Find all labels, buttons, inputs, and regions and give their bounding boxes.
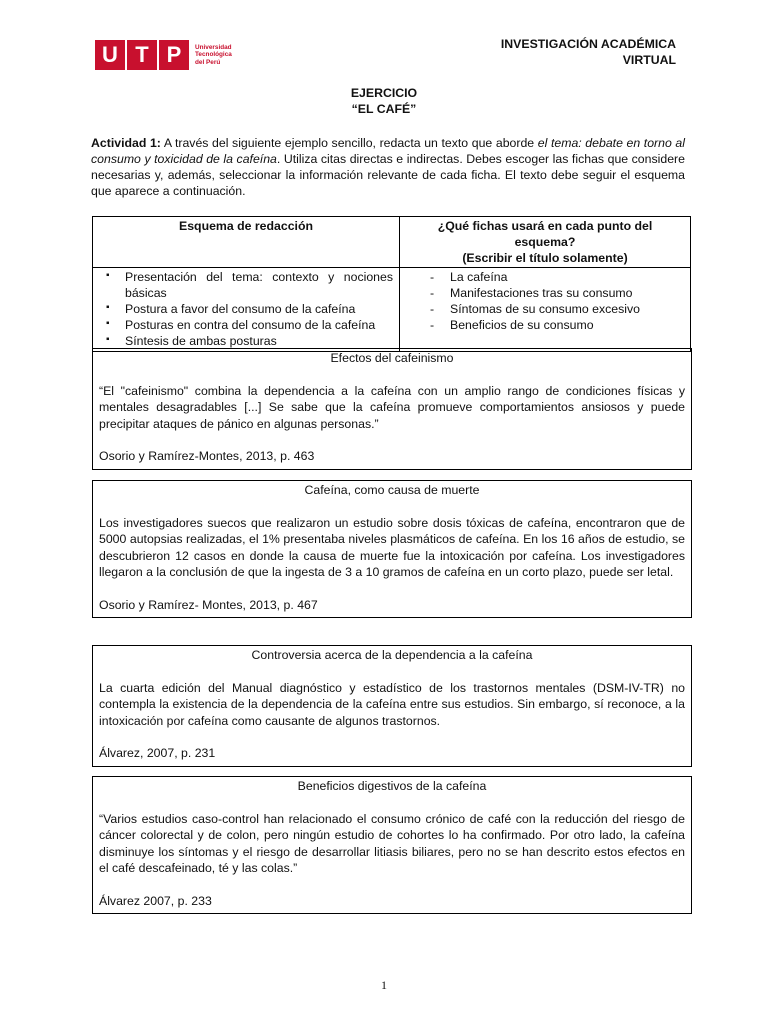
ficha-source: Osorio y Ramírez-Montes, 2013, p. 463 xyxy=(99,449,315,463)
logo-letter: T xyxy=(127,40,157,70)
ficha-paraphrase: La cuarta edición del Manual diagnóstico y estadístico de los trastornos mentales (DSM-IV-TR) no contempla la existencia de la dependencia de la cafeína entre sus estudios. Sin embargo, sí reconoce, a la intoxicación por cafeína como causante de algunos trastornos. xyxy=(99,680,685,728)
header-fichas-question: ¿Qué fichas usará en cada punto del esquema? xyxy=(437,219,653,249)
list-item: ▪ Postura a favor del consumo de la cafeína xyxy=(125,301,393,317)
list-item: - Síntomas de su consumo excesivo xyxy=(450,301,684,317)
ficha-source: Osorio y Ramírez- Montes, 2013, p. 467 xyxy=(99,597,318,612)
logo-line: del Perú xyxy=(195,58,221,66)
ficha-card xyxy=(92,348,692,470)
ficha-source: Álvarez, 2007, p. 231 xyxy=(99,746,216,760)
logo-letter: P xyxy=(159,40,189,70)
logo-line: Tecnológica xyxy=(195,51,232,59)
page-number: 1 xyxy=(381,978,387,992)
column-header-scheme xyxy=(93,217,400,268)
header-course-title xyxy=(501,36,676,68)
scheme-points-cell xyxy=(93,268,400,352)
logo-letters xyxy=(95,40,189,70)
exercise-subtitle: “EL CAFÉ” xyxy=(351,102,417,116)
scheme-points-list xyxy=(99,269,393,349)
logo-line: Universidad xyxy=(195,43,232,51)
utp-logo xyxy=(95,40,232,70)
ficha-card xyxy=(92,480,692,618)
activity-text: . Utiliza citas directas e indirectas. Debes escoger las fichas que considere necesarias y, además, seleccionar la información relevante de cada ficha. El texto debe seguir el esquema que aparece a continuación. xyxy=(91,152,685,198)
header-fichas-note: (Escribir el título solamente) xyxy=(462,251,628,265)
ficha-title: Controversia acerca de la dependencia a la cafeína xyxy=(251,648,533,662)
fichas-list xyxy=(406,269,684,333)
list-item: - Beneficios de su consumo xyxy=(450,317,684,333)
header-line: VIRTUAL xyxy=(622,53,676,67)
activity-label: Actividad 1: xyxy=(91,136,161,150)
header-scheme-label: Esquema de redacción xyxy=(179,219,313,233)
list-item: - Manifestaciones tras su consumo xyxy=(450,285,684,301)
ficha-title: Beneficios digestivos de la cafeína xyxy=(297,779,487,793)
ficha-title: Cafeína, como causa de muerte xyxy=(304,483,480,497)
ficha-card xyxy=(92,645,692,767)
table-row xyxy=(93,268,691,352)
ficha-title: Efectos del cafeinismo xyxy=(330,351,454,365)
logo-letter: U xyxy=(95,40,125,70)
activity-text: A través del siguiente ejemplo sencillo, redacta un texto que aborde xyxy=(160,136,538,150)
exercise-title: EJERCICIO xyxy=(350,86,418,100)
ficha-source: Álvarez 2007, p. 233 xyxy=(99,893,212,908)
activity-topic: el tema: debate en torno al consumo y toxicidad de la cafeína xyxy=(91,136,685,166)
list-item: ▪ Síntesis de ambas posturas xyxy=(125,333,393,349)
table-header-row xyxy=(93,217,691,268)
list-item: ▪ Posturas en contra del consumo de la cafeína xyxy=(125,317,393,333)
writing-scheme-table xyxy=(92,216,691,352)
ficha-card xyxy=(92,776,692,914)
ficha-quote: “Varios estudios caso-control han relacionado el consumo crónico de café con la reducción del riesgo de cáncer colorectal y de colon, pero ningún estudio de cohortes lo ha confirmado. Por otro lado, la cafeína disminuye los síntomas y el riesgo de desarrollar litiasis biliares, pero no se han descrito estos efectos en el café descafeinado, té y las colas.” xyxy=(99,811,685,875)
activity-instructions xyxy=(91,135,685,199)
header-line: INVESTIGACIÓN ACADÉMICA xyxy=(500,37,676,51)
ficha-paraphrase: Los investigadores suecos que realizaron un estudio sobre dosis tóxicas de cafeína, encontraron que de 5000 autopsias realizadas, el 1% presentaba niveles plasmáticos de cafeína. En los 16 años de estudio, se descubrieron 12 casos en donde la causa de muerte fue la intoxicación por cafeína. Los investigadores llegaron a la conclusión de que la ingesta de 3 a 10 gramos de cafeína en un corto plazo, puede ser letal. xyxy=(99,515,685,579)
column-header-fichas xyxy=(400,217,691,268)
list-item: - La cafeína xyxy=(450,269,684,285)
list-item: ▪ Presentación del tema: contexto y nociones básicas xyxy=(125,269,393,301)
fichas-cell xyxy=(400,268,691,352)
logo-university-name xyxy=(195,44,232,66)
ficha-quote: “El "cafeinismo" combina la dependencia a la cafeína con un amplio rango de condiciones físicas y mentales desagradables [...] Se sabe que la cafeína promueve comportamientos ansiosos y puede precipitar ataques de pánico en algunas personas.” xyxy=(99,383,685,431)
